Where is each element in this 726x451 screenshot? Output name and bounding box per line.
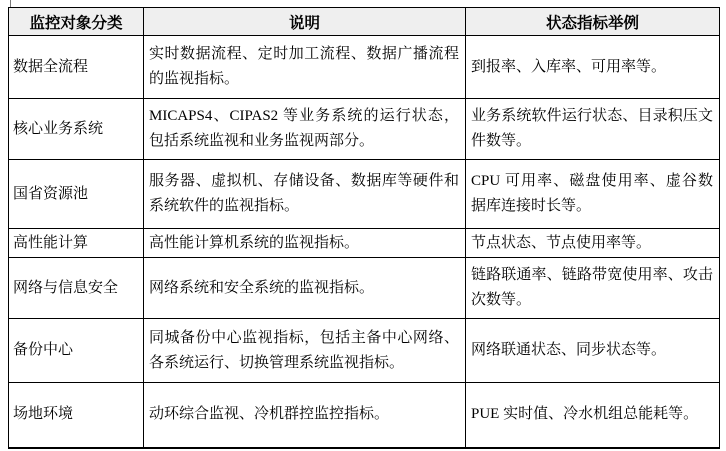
category-cell: 备份中心 <box>9 319 144 383</box>
header-row <box>9 8 720 36</box>
category-cell: 场地环境 <box>9 383 144 448</box>
description-cell: 服务器、虚拟机、存储设备、数据库等硬件和系统软件的监视指标。 <box>144 160 466 229</box>
column-header-category: 监控对象分类 <box>9 8 144 36</box>
category-cell: 数据全流程 <box>9 36 144 99</box>
table-row <box>9 319 720 383</box>
description-cell: 高性能计算机系统的监视指标。 <box>144 229 466 258</box>
table-row <box>9 99 720 160</box>
description-cell: 网络系统和安全系统的监视指标。 <box>144 258 466 319</box>
description-cell: 动环综合监视、冷机群控监控指标。 <box>144 383 466 448</box>
column-header-examples: 状态指标举例 <box>466 8 720 36</box>
examples-cell: 到报率、入库率、可用率等。 <box>466 36 720 99</box>
table-row <box>9 160 720 229</box>
cursor-mark <box>10 0 11 7</box>
examples-cell: CPU 可用率、磁盘使用率、虚谷数据库连接时长等。 <box>466 160 720 229</box>
description-cell: 同城备份中心监视指标，包括主备中心网络、各系统运行、切换管理系统监视指标。 <box>144 319 466 383</box>
table-row <box>9 258 720 319</box>
category-cell: 高性能计算 <box>9 229 144 258</box>
examples-cell: 业务系统软件运行状态、目录积压文件数等。 <box>466 99 720 160</box>
description-cell: 实时数据流程、定时加工流程、数据广播流程的监视指标。 <box>144 36 466 99</box>
examples-cell: 网络联通状态、同步状态等。 <box>466 319 720 383</box>
examples-cell: 链路联通率、链路带宽使用率、攻击次数等。 <box>466 258 720 319</box>
monitoring-table <box>8 7 720 449</box>
examples-cell: 节点状态、节点使用率等。 <box>466 229 720 258</box>
description-cell: MICAPS4、CIPAS2 等业务系统的运行状态，包括系统监视和业务监视两部分。 <box>144 99 466 160</box>
category-cell: 网络与信息安全 <box>9 258 144 319</box>
column-header-description: 说明 <box>144 8 466 36</box>
category-cell: 核心业务系统 <box>9 99 144 160</box>
table-row <box>9 383 720 448</box>
table-row <box>9 229 720 258</box>
table-row <box>9 36 720 99</box>
examples-cell: PUE 实时值、冷水机组总能耗等。 <box>466 383 720 448</box>
category-cell: 国省资源池 <box>9 160 144 229</box>
